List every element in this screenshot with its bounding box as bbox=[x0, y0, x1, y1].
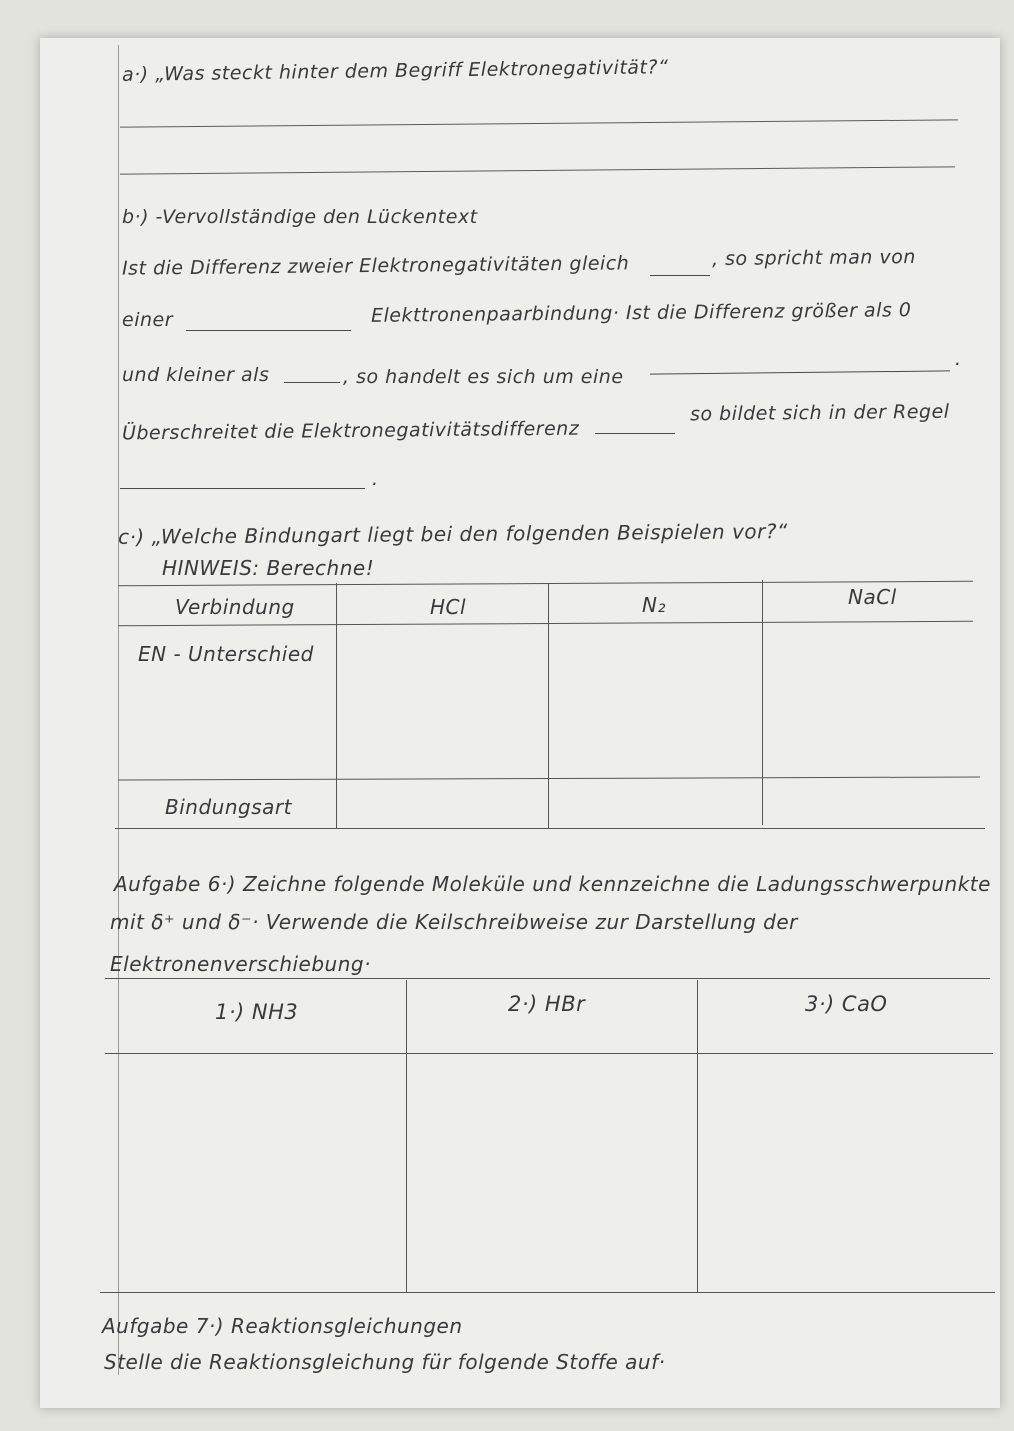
table-6-top bbox=[105, 978, 990, 979]
table-c-bottom bbox=[115, 828, 985, 829]
blank-6[interactable] bbox=[120, 488, 365, 489]
task6-line-2: mit δ⁺ und δ⁻· Verwende die Keilschreibweise zur Darstellung der bbox=[110, 910, 798, 934]
molecule-cao: 3·) CaO bbox=[805, 992, 888, 1016]
cell-hcl-en[interactable] bbox=[340, 628, 545, 776]
table-6-bottom bbox=[100, 1292, 995, 1293]
table-row-bond-type: Bindungsart bbox=[165, 795, 292, 819]
table-c-col-1 bbox=[336, 583, 337, 828]
cell-nacl-bond[interactable] bbox=[766, 780, 976, 824]
blank-1[interactable] bbox=[650, 275, 710, 276]
table-row-en-difference: EN - Unterschied bbox=[138, 642, 314, 666]
cloze-line-3-start: und kleiner als bbox=[122, 364, 270, 386]
table-c-col-2 bbox=[548, 583, 549, 828]
drawing-cell-nh3[interactable] bbox=[110, 1058, 402, 1288]
heading-b: b·) -Vervollständige den Lückentext bbox=[122, 206, 478, 228]
cloze-line-3-end: . bbox=[955, 348, 962, 370]
cell-hcl-bond[interactable] bbox=[340, 782, 545, 826]
drawing-cell-hbr[interactable] bbox=[410, 1058, 694, 1288]
blank-2[interactable] bbox=[186, 330, 351, 331]
cloze-line-2-end: Elekttronenpaarbindung· Ist die Differenz größer als 0 bbox=[370, 299, 912, 327]
table-header-nacl: NaCl bbox=[848, 585, 897, 609]
table-c-col-3 bbox=[762, 580, 763, 825]
task6-line-3: Elektronenverschiebung· bbox=[110, 952, 371, 976]
table-header-n2: N₂ bbox=[642, 593, 666, 617]
cloze-line-1-end: , so spricht man von bbox=[711, 245, 916, 271]
hint: HINWEIS: Berechne! bbox=[162, 556, 375, 580]
cloze-line-2-start: einer bbox=[122, 309, 174, 331]
cell-nacl-en[interactable] bbox=[766, 625, 976, 773]
question-a: a·) „Was steckt hinter dem Begriff Elektronegativität?“ bbox=[121, 56, 669, 86]
task7-heading: Aufgabe 7·) Reaktionsgleichungen bbox=[102, 1314, 463, 1338]
drawing-cell-cao[interactable] bbox=[701, 1058, 991, 1288]
cloze-line-3-mid: , so handelt es sich um eine bbox=[343, 366, 624, 388]
table-header-hcl: HCl bbox=[430, 595, 467, 619]
table-6-header-line bbox=[105, 1053, 993, 1054]
cloze-line-1: Ist die Differenz zweier Elektronegativitäten gleich bbox=[121, 252, 630, 280]
blank-3[interactable] bbox=[284, 382, 340, 383]
table-6-col-2 bbox=[697, 980, 698, 1292]
cloze-line-4: Überschreitet die Elektronegativitätsdifferenz bbox=[121, 417, 580, 445]
cloze-line-5-end: . bbox=[372, 468, 379, 490]
cell-n2-en[interactable] bbox=[552, 628, 758, 776]
cloze-line-4-end: so bildet sich in der Regel bbox=[689, 400, 950, 426]
table-header-compound: Verbindung bbox=[175, 595, 295, 619]
molecule-hbr: 2·) HBr bbox=[508, 992, 586, 1016]
blank-5[interactable] bbox=[595, 433, 675, 434]
molecule-nh3: 1·) NH3 bbox=[215, 1000, 299, 1024]
table-6-col-1 bbox=[406, 980, 407, 1292]
question-c: c·) „Welche Bindungart liegt bei den folgenden Beispielen vor?“ bbox=[117, 519, 788, 549]
cell-n2-bond[interactable] bbox=[552, 782, 758, 826]
task7-line: Stelle die Reaktionsgleichung für folgende Stoffe auf· bbox=[104, 1350, 666, 1374]
task6-line-1: Aufgabe 6·) Zeichne folgende Moleküle und kennzeichne die Ladungsschwerpunkte bbox=[114, 872, 991, 896]
